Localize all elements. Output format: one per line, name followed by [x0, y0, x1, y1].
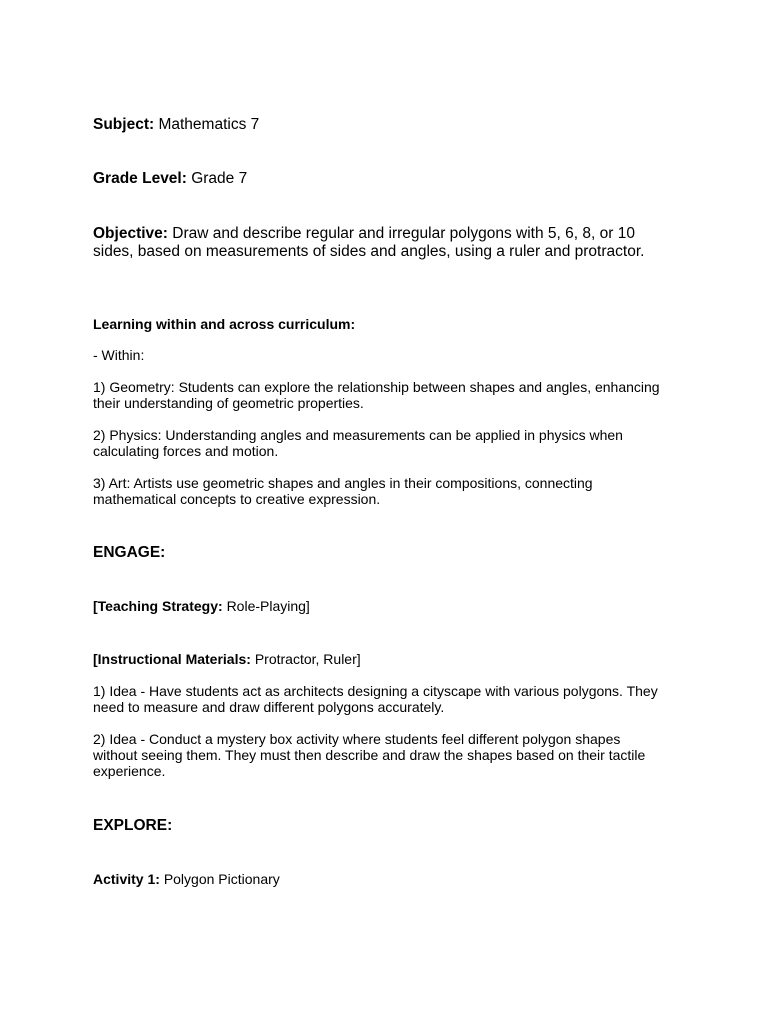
learning-item-physics: 2) Physics: Understanding angles and measurements can be applied in physics when calculating forces and motion. [93, 427, 623, 459]
activity-value: Polygon Pictionary [163, 871, 280, 887]
instructional-materials-value: Protractor, Ruler] [254, 651, 361, 667]
subject-label: Subject: [93, 116, 155, 133]
subject-line [93, 116, 668, 134]
teaching-strategy-label: Teaching Strategy: [97, 598, 223, 614]
engage-heading: ENGAGE: [93, 544, 166, 561]
engage-idea-2: 2) Idea - Conduct a mystery box activity where students feel different polygon shapes without seeing them. They must then describe and draw the shapes based on their tactile experience. [93, 731, 646, 779]
activity-line [93, 871, 668, 887]
activity-label: Activity 1: [93, 871, 160, 887]
teaching-strategy-value: Role-Playing] [226, 598, 310, 614]
instructional-materials-label: Instructional Materials: [97, 651, 251, 667]
subject-value: Mathematics 7 [158, 116, 260, 133]
learning-item-art: 3) Art: Artists use geometric shapes and angles in their compositions, connecting mathematical concepts to creative expression. [93, 475, 593, 507]
teaching-strategy-open: [ [93, 598, 98, 614]
objective-paragraph [93, 225, 663, 261]
learning-heading: Learning within and across curriculum: [93, 316, 356, 332]
grade-level-value: Grade 7 [191, 170, 248, 187]
objective-label: Objective: [93, 225, 168, 242]
grade-level-label: Grade Level: [93, 170, 187, 187]
objective-text: Draw and describe regular and irregular polygons with 5, 6, 8, or 10 sides, based on measurements of sides and angles, using a ruler and protractor. [93, 225, 645, 260]
learning-item-geometry: 1) Geometry: Students can explore the relationship between shapes and angles, enhancing their understanding of geometric properties. [93, 379, 660, 411]
engage-idea-1: 1) Idea - Have students act as architects designing a cityscape with various polygons. They need to measure and draw different polygons accurately. [93, 683, 658, 715]
within-label: - Within: [93, 347, 145, 363]
instructional-materials-line [93, 651, 668, 667]
grade-level-line [93, 170, 668, 188]
teaching-strategy-line [93, 598, 668, 614]
instructional-materials-open: [ [93, 651, 98, 667]
explore-heading: EXPLORE: [93, 817, 173, 834]
